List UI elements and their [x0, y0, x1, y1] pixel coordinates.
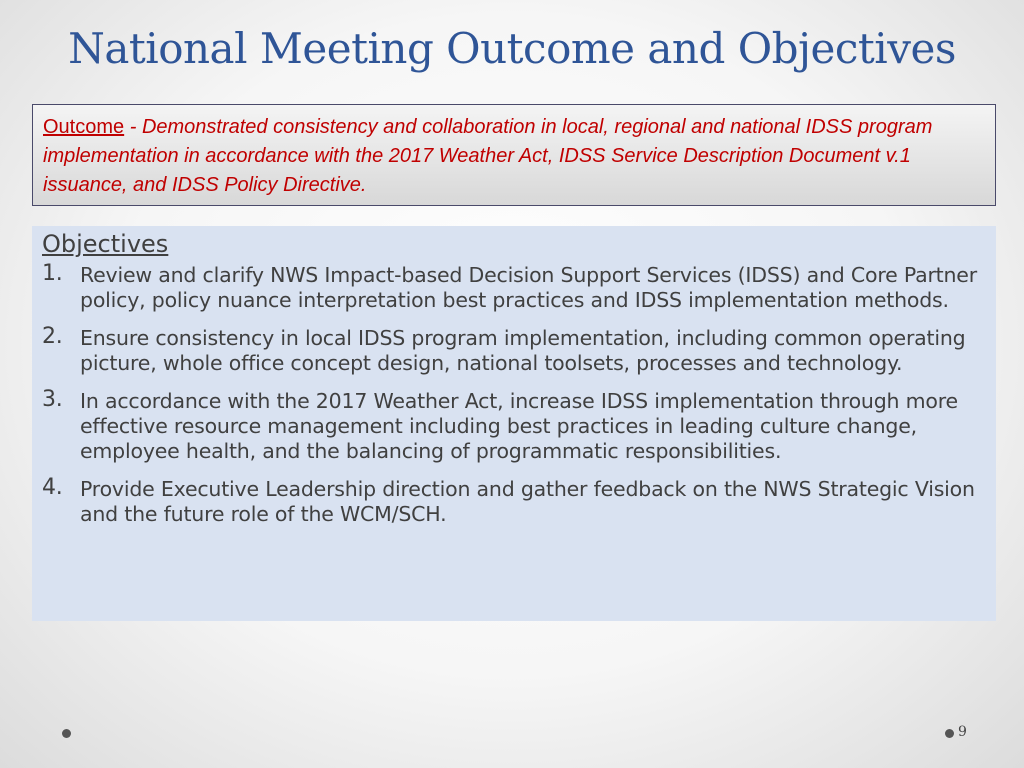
objectives-list — [42, 263, 986, 527]
objective-item — [42, 326, 986, 376]
slide-title: National Meeting Outcome and Objectives — [68, 24, 956, 73]
objective-text: In accordance with the 2017 Weather Act, increase IDSS implementation through more effective resource management including best practices in leading culture change, employee health, and the balancing of programmatic responsibilities. — [80, 389, 958, 463]
outcome-text: Demonstrated consistency and collaboration in local, regional and national IDSS program implementation in accordance with the 2017 Weather Act, IDSS Service Description Document v.1 issuance, and IDSS Policy Directive. — [43, 116, 933, 196]
objective-number: 3. — [42, 387, 63, 412]
outcome-separator: - — [124, 116, 142, 138]
objective-item — [42, 389, 986, 464]
objective-number: 4. — [42, 475, 63, 500]
objective-number: 2. — [42, 324, 63, 349]
outcome-label: Outcome — [43, 116, 125, 138]
objective-text: Provide Executive Leadership direction and gather feedback on the NWS Strategic Vision and the future role of the WCM/SCH. — [80, 477, 975, 526]
decorative-dot-right — [945, 729, 954, 738]
objective-text: Review and clarify NWS Impact-based Decision Support Services (IDSS) and Core Partner policy, policy nuance interpretation best practices and IDSS implementation methods. — [80, 263, 977, 312]
objective-number: 1. — [42, 261, 63, 286]
objectives-panel — [32, 226, 996, 621]
objective-item — [42, 263, 986, 313]
objective-text: Ensure consistency in local IDSS program implementation, including common operating picture, whole office concept design, national toolsets, processes and technology. — [80, 326, 966, 375]
decorative-dot-left — [62, 729, 71, 738]
outcome-box — [32, 104, 996, 206]
objective-item — [42, 477, 986, 527]
page-number: 9 — [958, 724, 967, 740]
objectives-heading: Objectives — [42, 230, 169, 258]
